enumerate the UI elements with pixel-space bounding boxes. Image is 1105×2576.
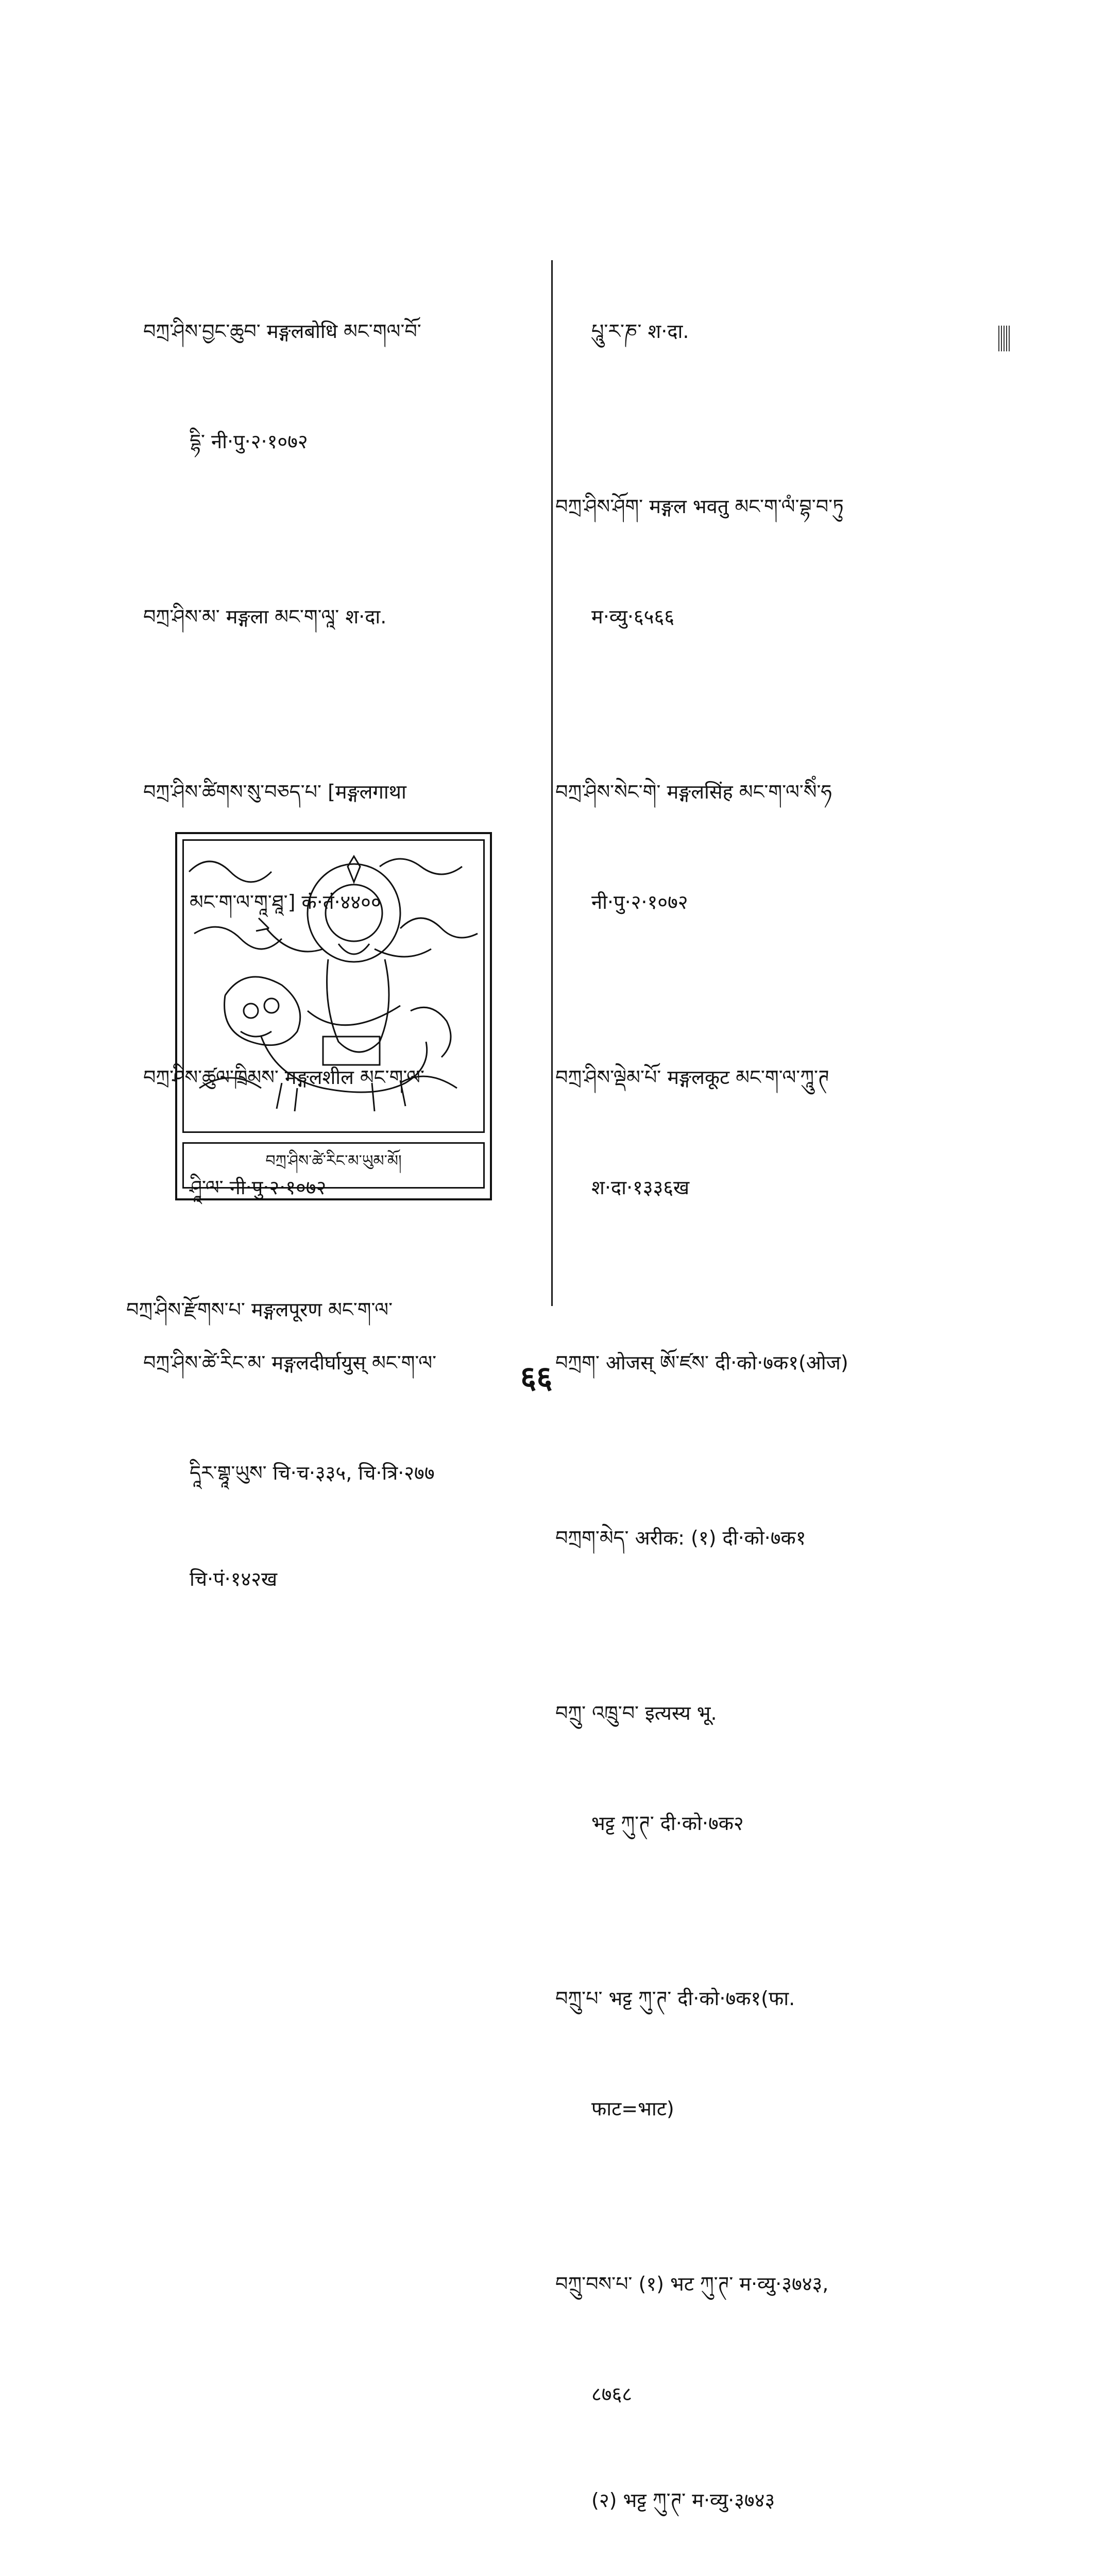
- entry-ojas: [555, 1288, 998, 1437]
- entry-continuation: མང་ག་ལ་གཱ་ཐཱ་] कं·तं·४४००: [190, 891, 381, 913]
- entry-mangala: [143, 542, 545, 691]
- deity-on-lion-drawing: [184, 841, 483, 1131]
- entry-continuation: फाट=भाट): [591, 2097, 674, 2120]
- entry-head: བཀྲ་ཤིས་ཚུལ་ཁྲིམས་ मङ्गलशील མང་ག་ལ་: [143, 1066, 424, 1089]
- deity-artwork: [182, 839, 485, 1133]
- entry-head: བཀྲག་ ओजस् ཨོ་ཛས་ दी·को·७क१(ओज): [555, 1351, 848, 1374]
- entry-bkru-pa: [555, 1924, 998, 2183]
- entry-head: བཀྲ་ཤིས་ཚིགས་སུ་བཅད་པ་ [मङ्गलगाथा: [143, 781, 406, 803]
- entry-mangalabodhi: [143, 257, 545, 516]
- entry-continuation: श·दा·१३३६ख: [591, 1176, 690, 1199]
- entry-continuation-2: (२) भट्ट ཀུ་ཊ་ म·व्यु·३७४३: [591, 2489, 775, 2512]
- right-column: [555, 257, 998, 2576]
- scan-edge-mark: [998, 326, 1010, 351]
- entry-mangalapurana: བཀྲ་ཤིས་རྫོགས་པ་ मङ्गलपूरण མང་ག་ལ་: [126, 1298, 393, 1321]
- entry-bkru-bas-pa: [555, 2209, 998, 2575]
- entry-head: བཀྲུ་ འཁྲུ་བ་ इत्यस्य भू.: [555, 1702, 717, 1724]
- entry-head: བཀྲ་ཤིས་ཤོག་ मङ्गल भवतु མང་ག་ལཾ་བྷ་བ་ཏུ: [555, 495, 844, 518]
- entry-head: བཀྲ་ཤིས་བྱང་ཆུབ་ मङ्गलबोधि མང་གལ་བོ་: [143, 320, 421, 343]
- entry-head: བཀྲུ་པ་ भट्ट ཀུ་ཊ་ दी·को·७क१(फा.: [555, 1987, 795, 2010]
- entry-mangalakuta: [555, 1003, 998, 1262]
- page-number: ६६: [520, 1360, 553, 1396]
- entry-continuation: ८७६८: [591, 2383, 633, 2405]
- entry-continuation: म·व्यु·६५६६: [591, 605, 674, 628]
- entry-head: བཀྲ་ཤིས་སེང་གེ་ मङ्गलसिंह མང་ག་ལ་སིཾ་ཧ: [555, 781, 832, 803]
- entry-head: བཀྲ་ཤིས་ལྡེམ་པོ་ मङ्गलकूट མང་ག་ལ་ཀཱུ་ཊ: [555, 1066, 829, 1089]
- entry-purana-cont: [555, 257, 998, 406]
- entry-continuation: नी·पु·२·१०७२: [591, 891, 688, 913]
- entry-continuation: ཤཱི་ལ་ नी·पु·२·१०७२: [190, 1176, 327, 1199]
- entry-mangala-bhavatu: [555, 432, 998, 691]
- entry-continuation: भट्ट ཀུ་ཊ་ दी·को·७क२: [591, 1812, 744, 1835]
- entry-continuation: དྷི་ नी·पु·२·१०७२: [190, 430, 308, 453]
- entry-head: བཀྲ་ཤིས་མ་ मङ्गला མང་ག་ལཱ་ श·दा.: [143, 605, 387, 628]
- entry-continuation: དཱིར་གྷཱ་ཡུས་ चि·च·३३५, चि·त्रि·२७७: [190, 1462, 435, 1484]
- entry-mangalasimha: [555, 717, 998, 977]
- entry-continuation-2: चि·पं·१४२ख: [190, 1568, 278, 1590]
- column-divider: [551, 260, 553, 1306]
- entry-head: བཀྲ་ཤིས་ཚེ་རིང་མ་ मङ्गलदीर्घायुस् མང་ག་ལ་: [143, 1351, 437, 1374]
- entry-head: བཀྲག་མེད་ अरीक: (१) दी·को·७क१: [555, 1527, 806, 1549]
- deity-illustration: [175, 832, 492, 1200]
- illustration-caption: བཀྲ་ཤིས་ཚེ་རིང་མ་ཡུམ་མོ།: [182, 1142, 485, 1189]
- entry-head: བཀྲུ་བས་པ་ (१) भट ཀུ་ཊ་ म·व्यु·३७४३,: [555, 2273, 829, 2295]
- entry-bkru: [555, 1638, 998, 1898]
- entry-head: པཱུ་ར་ཎ་ श·दा.: [591, 320, 689, 343]
- entry-arika: [555, 1463, 998, 1613]
